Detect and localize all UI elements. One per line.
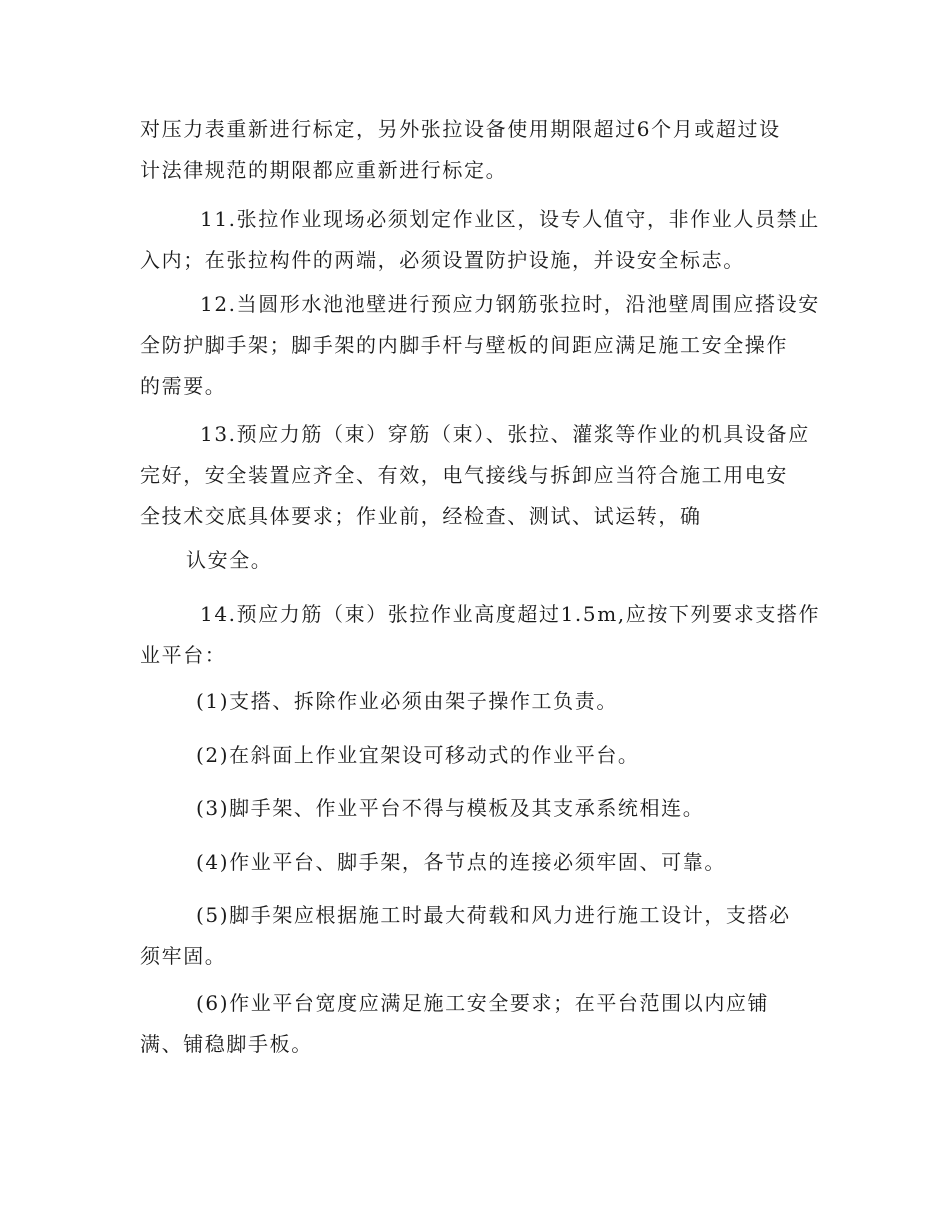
text-line: (1)支搭、拆除作业必须由架子操作工负责。 (196, 689, 618, 713)
sub-item-4 (140, 842, 812, 883)
sub-item-6 (140, 983, 812, 1065)
text-line: 全防护脚手架；脚手架的内脚手杆与壁板的间距应满足施工安全操作 (140, 333, 788, 357)
paragraph-13-tail (140, 540, 812, 581)
sub-item-1 (140, 681, 812, 722)
text-line: 12.当圆形水池池壁进行预应力钢筋张拉时，沿池壁周围应搭设安 (200, 292, 820, 316)
text-line: (6)作业平台宽度应满足施工安全要求；在平台范围以内应铺 (196, 991, 770, 1015)
text-line: (5)脚手架应根据施工时最大荷载和风力进行施工设计，支搭必 (196, 903, 791, 927)
paragraph-14 (140, 594, 821, 676)
text-line: 完好，安全装置应齐全、有效，电气接线与拆卸应当符合施工用电安 (140, 463, 788, 487)
paragraph-13 (140, 414, 812, 537)
text-line: 认安全。 (186, 548, 273, 572)
text-line: 13.预应力筋（束）穿筋（束）、张拉、灌浆等作业的机具设备应 (200, 422, 810, 446)
text-line: 计法律规范的期限都应重新进行标定。 (140, 158, 508, 182)
paragraph-continuation (140, 109, 812, 191)
text-line: 对压力表重新进行标定，另外张拉设备使用期限超过6个月或超过设 (140, 117, 781, 141)
paragraph-11 (140, 199, 820, 281)
text-line: 全技术交底具体要求；作业前，经检查、测试、试运转，确 (140, 504, 702, 528)
text-line: (2)在斜面上作业宜架设可移动式的作业平台。 (196, 743, 640, 767)
text-line: 的需要。 (140, 374, 227, 398)
text-line: 须牢固。 (140, 944, 227, 968)
text-line: 14.预应力筋（束）张拉作业高度超过1.5m,应按下列要求支搭作 (200, 602, 821, 626)
text-line: (4)作业平台、脚手架，各节点的连接必须牢固、可靠。 (196, 850, 726, 874)
text-line: (3)脚手架、作业平台不得与模板及其支承系统相连。 (196, 796, 705, 820)
text-line: 入内；在张拉构件的两端，必须设置防护设施，并设安全标志。 (140, 248, 745, 272)
sub-item-2 (140, 735, 812, 776)
paragraph-12 (140, 284, 820, 407)
text-line: 业平台： (140, 643, 227, 667)
sub-item-3 (140, 788, 812, 829)
sub-item-5 (140, 895, 812, 977)
text-line: 满、铺稳脚手板。 (140, 1032, 313, 1056)
text-line: 11.张拉作业现场必须划定作业区，设专人值守，非作业人员禁止 (200, 207, 820, 231)
